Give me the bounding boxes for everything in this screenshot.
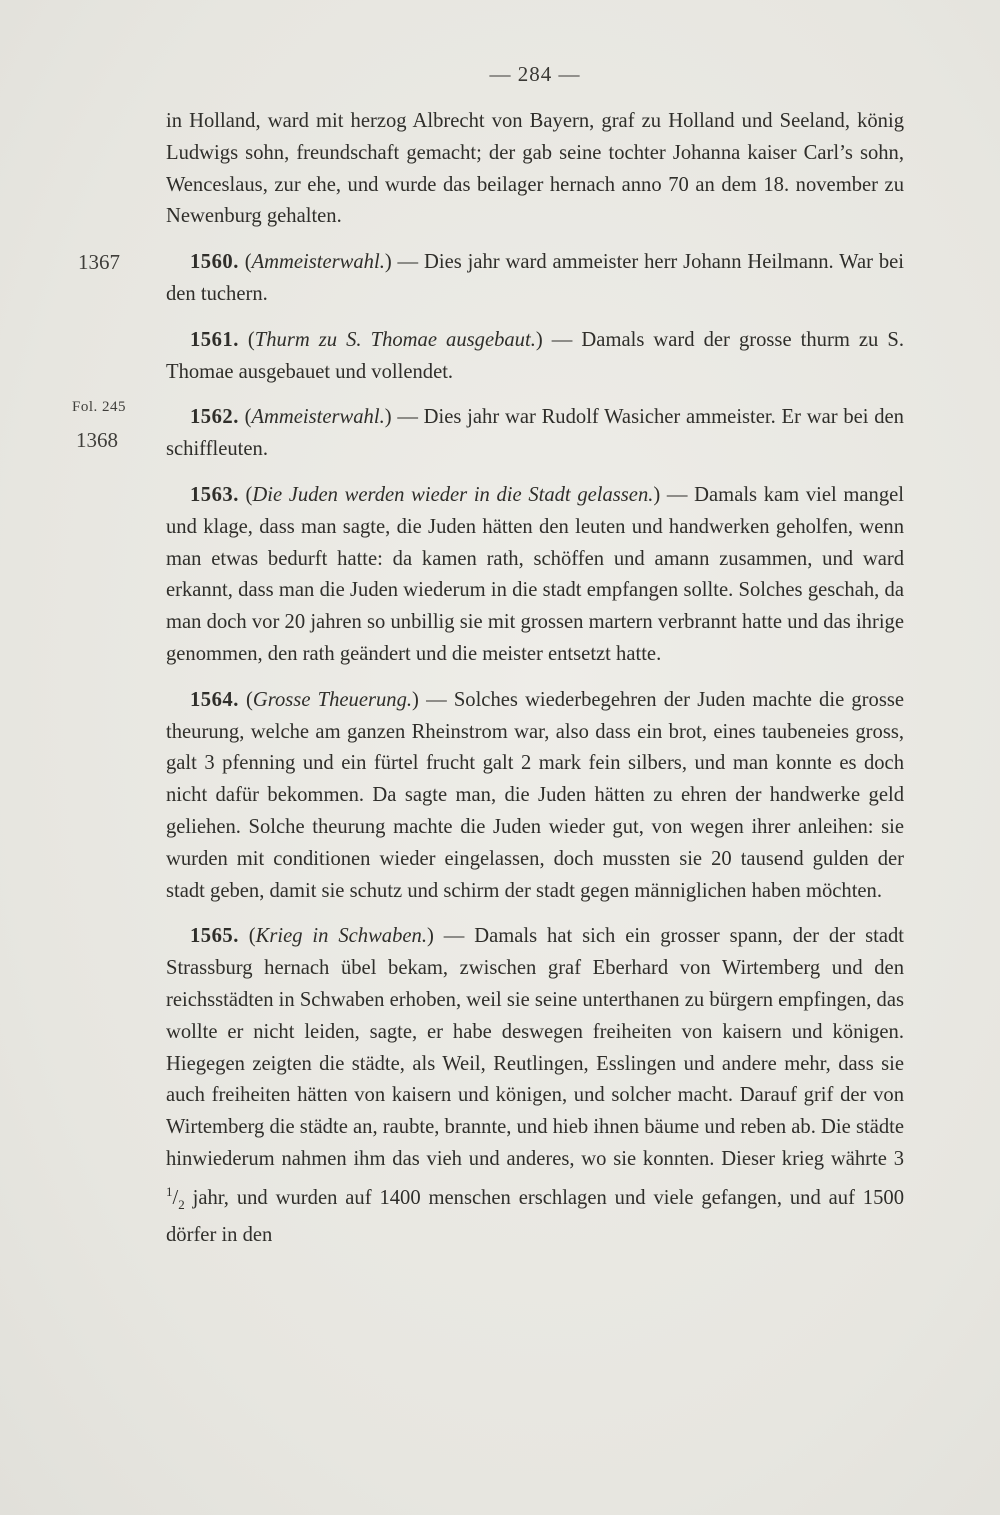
entry-number: 1562. [190,406,239,429]
close-paren: ) [427,925,434,948]
open-paren: ( [248,925,256,948]
margin-year-1367: 1367 [78,250,120,274]
entry-text: — Damals hat sich ein grosser spann, der der stadt Strassburg hernach übel bekam, zwischen graf Eberhard von Wirtemberg und den reichsstädten in Schwaben erhoben, weil sie seine unterthanen zu bürgern empfingen, das wollte er nicht leiden, sagte, er habe deswegen freiheiten von kaisern und königen. Hiegegen zeigten die städte, als Weil, Reutlingen, Esslingen und andere mehr, dass sie auch freiheiten hätten von kaisern und königen, und solcher macht. Darauf grif der von Wirtemberg die städte an, raubte, brannte, und hieb ihnen bäume und reben ab. Die städte hinwiederum nahmen ihm das vieh und anderes, wo sie konnten. Dieser krieg währte 3 [166,925,905,1170]
close-paren: ) [653,483,661,506]
fraction-numerator: 1 [166,1183,173,1199]
entry-number: 1564. [190,688,239,711]
close-paren: ) [384,251,392,274]
body-text [166,106,904,1252]
entry-title: Die Juden werden wieder in die Stadt gelassen. [252,483,654,506]
open-paren: ( [244,406,252,429]
entry-text: — Dies jahr war Rudolf Wasicher ammeister. Er war bei den schiffleuten. [166,406,904,461]
entry-title: Ammeisterwahl. [251,406,385,429]
open-paren: ( [244,251,252,274]
entry-1563 [166,480,904,671]
entry-1561 [166,325,904,389]
entry-1562 [166,402,904,466]
entry-1560 [166,247,904,311]
entry-text: — Solches wiederbegehren der Juden machte die grosse theurung, welche am ganzen Rheinstrom war, also dass ein brot, eines taubeneies gross, galt 3 pfenning und ein fürtel frucht galt 2 mark fein silbers, und man konnte es doch nicht dafür bekommen. Da sagte man, die Juden hätten zu ehren der handwerke geld geliehen. Solche theurung machte die Juden wieder gut, von wegen ihrer anleihen: sie wurden mit conditionen wieder eingelassen, doch mussten sie 20 tausend gulden der stadt geben, damit sie schutz und schirm der stadt gegen männiglichen haben möchten. [166,688,904,902]
entry-text: — Damals ward der grosse thurm zu S. Thomae ausgebauet und vollendet. [166,328,904,383]
fraction-denominator: 2 [178,1196,185,1212]
entry-number: 1565. [190,925,239,948]
entry-text: — Damals kam viel mangel und klage, dass man sagte, die Juden hätten den leuten und handwerken geholfen, wenn man etwas bedurft hatte: da kamen rath, schöffen und amann zusammen, und ward erkannt, dass man die Juden wiederum in die stadt empfangen sollte. Solches geschah, da man doch vor 20 jahren so unbillig sie mit grossen martern verbrannt hatte und das ihrige genommen, den rath geändert und die meister entsetzt hatte. [166,483,904,665]
close-paren: ) [412,688,419,711]
entry-text-continued: jahr, und wurden auf 1400 menschen erschlagen und viele gefangen, und auf 1500 dörfer in den [166,1186,904,1247]
entry-1564 [166,685,904,908]
entry-number: 1563. [190,483,239,506]
page-number: — 284 — [489,62,581,86]
close-paren: ) [384,406,392,429]
entry-title: Krieg in Schwaben. [255,925,427,948]
open-paren: ( [245,483,253,506]
open-paren: ( [247,328,255,351]
entry-1565: 1565. (Krieg in Schwaben.) — Damals hat sich ein grosser spann, der der stadt Strassburg hernach übel bekam, zwischen graf Eberhard von Wirtemberg und den reichsstädten in Schwaben erhoben, weil sie seine unterthanen zu bürgern empfingen, das wollte er nicht leiden, sagte, er habe deswegen freiheiten von kaisern und königen. Hiegegen zeigten die städte, als Weil, Reutlingen, Esslingen und andere mehr, dass sie auch freiheiten hätten von kaisern und königen, und solcher macht. Darauf grif der von Wirtemberg die städte an, raubte, brannte, und hieb ihnen bäume und reben ab. Die städte hinwiederum nahmen ihm das vieh und anderes, wo sie konnten. Dieser krieg währte 3 $^1/_2$ jahr, und wurden auf 1400 menschen erschlagen und viele gefangen, und auf 1500 dörfer in den [166,925,905,1247]
margin-folio: Fol. 245 [72,399,127,415]
entry-number: 1560. [190,251,239,274]
entry-number: 1561. [190,328,239,351]
entry-text: — Dies jahr ward ammeister herr Johann Heilmann. War bei den tuchern. [166,251,904,305]
entry-title: Ammeisterwahl. [251,251,385,274]
entry-title: Thurm zu S. Thomae ausgebaut. [254,328,536,351]
intro-paragraph: in Holland, ward mit herzog Albrecht von Bayern, graf zu Holland und Seeland, könig Ludwigs sohn, freundschaft gemacht; der gab seine tochter Johanna kaiser Carl’s sohn, Wenceslaus, zur ehe, und wurde das beilager hernach anno 70 an dem 18. november zu Newenburg gehalten. [166,110,904,228]
entry-title: Grosse Theuerung. [252,688,413,711]
open-paren: ( [246,688,253,711]
close-paren: ) [535,328,543,351]
margin-year-1368: 1368 [76,428,118,452]
